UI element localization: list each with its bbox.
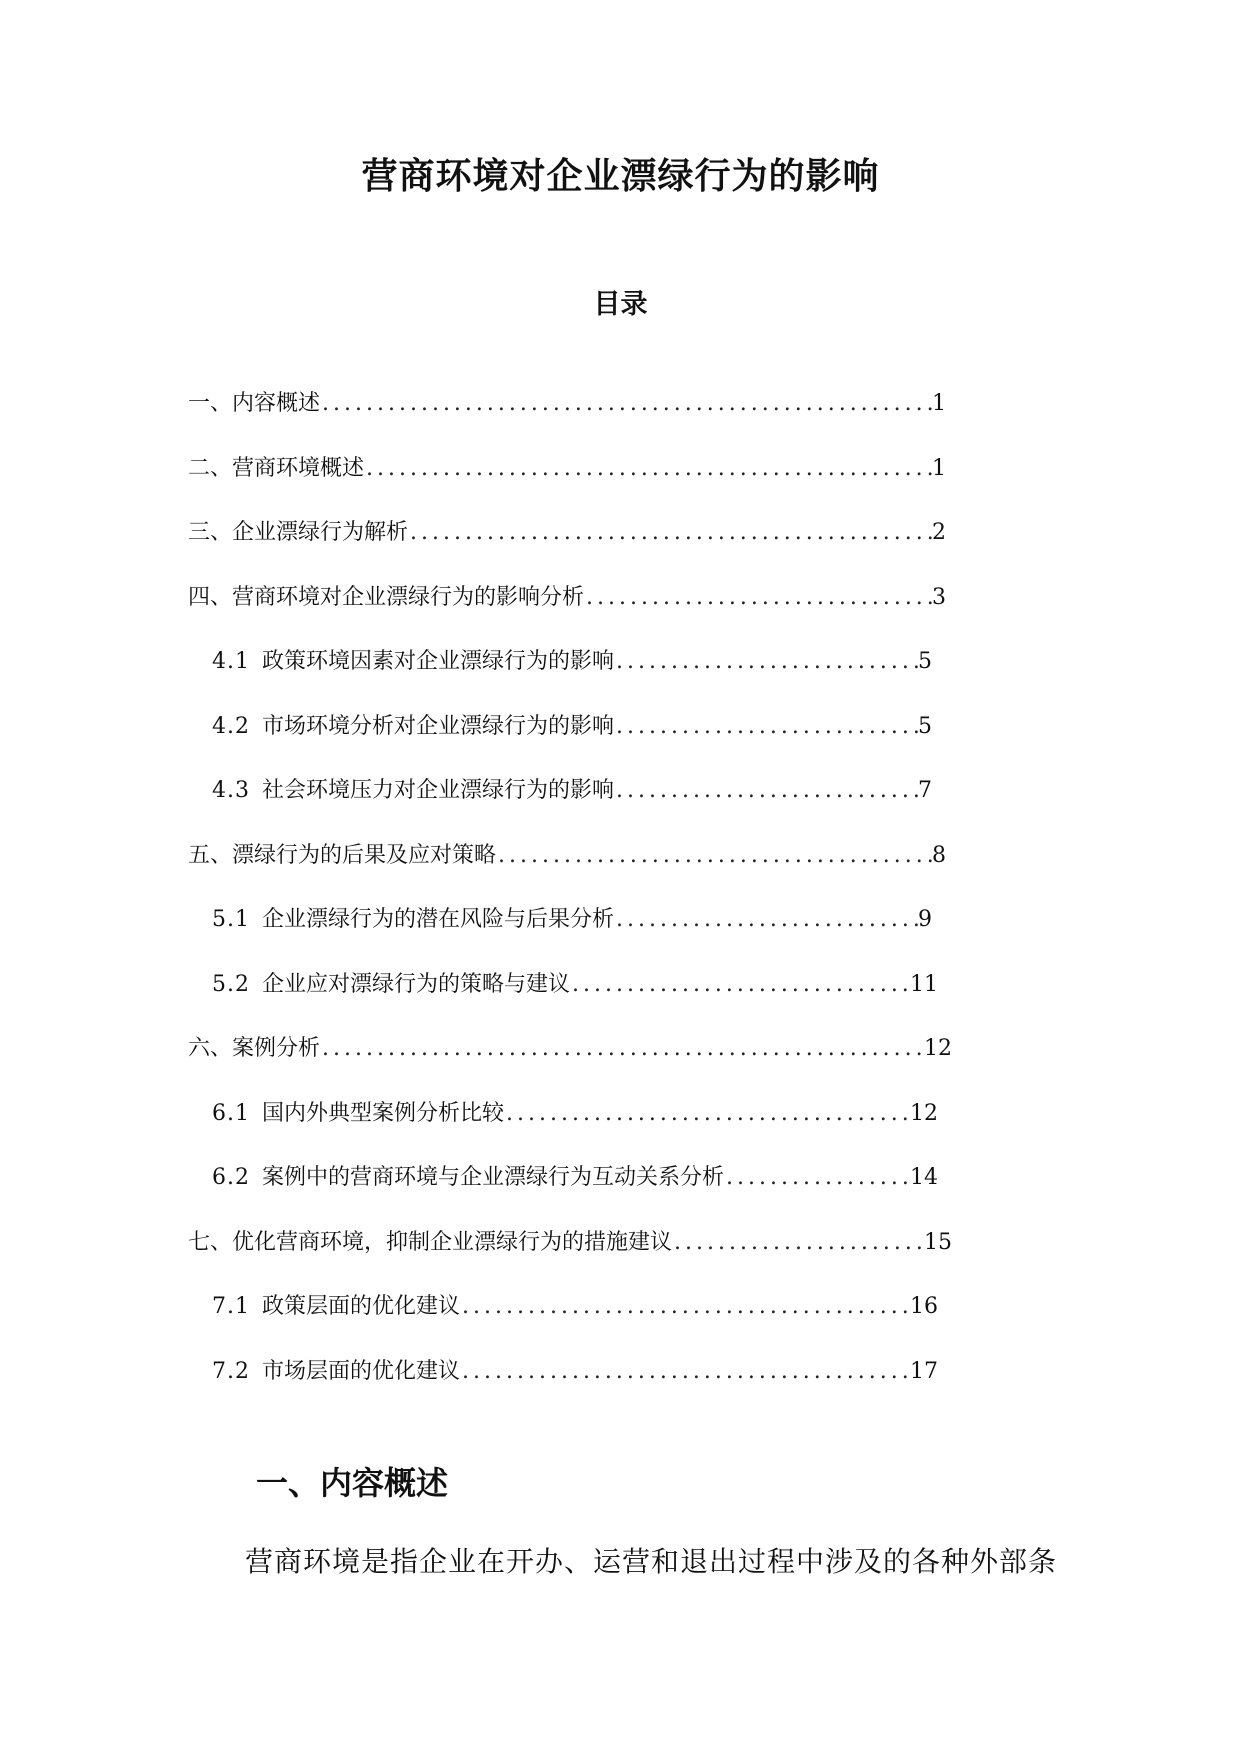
toc-leader-dots (672, 1227, 924, 1259)
body-paragraph: 营商环境是指企业在开办、运营和退出过程中涉及的各种外部条 (245, 1545, 1058, 1578)
toc-entry[interactable] (212, 646, 932, 678)
toc-entry[interactable] (188, 1227, 952, 1259)
toc-leader-dots (320, 1033, 924, 1065)
toc-entry-label: 市场环境分析对企业漂绿行为的影响 (262, 714, 615, 739)
toc-entry-number: 7.1 (212, 1294, 250, 1319)
document-title: 营商环境对企业漂绿行为的影响 (361, 155, 880, 197)
toc-entry-page-number: 7 (918, 778, 932, 803)
toc-entry-page-number: 9 (918, 907, 932, 932)
toc-entry-page-number: 14 (910, 1165, 938, 1190)
toc-leader-dots (584, 582, 932, 614)
toc-entry-page-number: 5 (918, 714, 932, 739)
toc-leader-dots (614, 711, 918, 743)
toc-entry[interactable] (188, 517, 946, 549)
toc-entry-page-number: 17 (910, 1359, 938, 1384)
toc-entry-label: 社会环境压力对企业漂绿行为的影响 (262, 778, 615, 803)
toc-entry-number: 4.3 (212, 778, 250, 803)
toc-entry[interactable] (212, 711, 932, 743)
toc-entry-number: 5.1 (212, 907, 250, 932)
toc-entry[interactable] (188, 582, 946, 614)
toc-entry-label: 案例中的营商环境与企业漂绿行为互动关系分析 (262, 1165, 725, 1190)
toc-entry-label: 二、营商环境概述 (188, 456, 365, 481)
toc-entry-page-number: 16 (910, 1294, 938, 1319)
toc-entry[interactable] (188, 388, 946, 420)
toc-entry-page-number: 2 (932, 520, 946, 545)
toc-entry-label: 国内外典型案例分析比较 (262, 1101, 505, 1126)
toc-entry[interactable] (188, 840, 946, 872)
toc-entry-page-number: 1 (932, 391, 946, 416)
toc-entry-number: 6.2 (212, 1165, 250, 1190)
toc-entry[interactable] (212, 1162, 938, 1194)
toc-entry-label: 企业漂绿行为的潜在风险与后果分析 (262, 907, 615, 932)
toc-leader-dots (504, 1098, 910, 1130)
toc-leader-dots (364, 453, 932, 485)
toc-leader-dots (614, 904, 918, 936)
toc-entry[interactable] (212, 969, 938, 1001)
toc-leader-dots (570, 969, 910, 1001)
toc-entry-page-number: 12 (924, 1036, 952, 1061)
toc-leader-dots (614, 775, 918, 807)
toc-entry-label: 企业应对漂绿行为的策略与建议 (262, 972, 571, 997)
toc-entry-label: 四、营商环境对企业漂绿行为的影响分析 (188, 585, 585, 610)
toc-entry[interactable] (188, 453, 946, 485)
toc-entry[interactable] (212, 1098, 938, 1130)
toc-entry[interactable] (188, 1033, 952, 1065)
toc-entry-number: 5.2 (212, 972, 250, 997)
toc-entry-label: 三、企业漂绿行为解析 (188, 520, 409, 545)
toc-leader-dots (614, 646, 918, 678)
toc-entry[interactable] (212, 904, 932, 936)
toc-entry-label: 一、内容概述 (188, 391, 321, 416)
toc-entry-number: 6.1 (212, 1101, 250, 1126)
toc-leader-dots (460, 1291, 910, 1323)
section-heading: 一、内容概述 (256, 1464, 449, 1502)
toc-entry[interactable] (212, 1291, 938, 1323)
toc-entry-page-number: 11 (910, 972, 938, 997)
toc-heading: 目录 (593, 289, 648, 320)
toc-leader-dots (408, 517, 932, 549)
toc-entry[interactable] (212, 1356, 938, 1388)
toc-leader-dots (320, 388, 932, 420)
toc-entry-page-number: 12 (910, 1101, 938, 1126)
toc-leader-dots (496, 840, 932, 872)
toc-entry-label: 五、漂绿行为的后果及应对策略 (188, 843, 497, 868)
toc-entry-number: 4.2 (212, 714, 250, 739)
toc-leader-dots (460, 1356, 910, 1388)
toc-entry-number: 7.2 (212, 1359, 250, 1384)
toc-entry-label: 市场层面的优化建议 (262, 1359, 461, 1384)
toc-leader-dots (724, 1162, 910, 1194)
toc-entry-page-number: 3 (932, 585, 946, 610)
toc-entry-page-number: 1 (932, 456, 946, 481)
toc-entry-page-number: 8 (932, 843, 946, 868)
toc-entry-label: 六、案例分析 (188, 1036, 321, 1061)
toc-entry-number: 4.1 (212, 649, 250, 674)
toc-entry-page-number: 5 (918, 649, 932, 674)
toc-entry-page-number: 15 (924, 1230, 952, 1255)
toc-entry-label: 政策层面的优化建议 (262, 1294, 461, 1319)
toc-entry-label: 七、优化营商环境，抑制企业漂绿行为的措施建议 (188, 1230, 673, 1255)
toc-entry[interactable] (212, 775, 932, 807)
toc-entry-label: 政策环境因素对企业漂绿行为的影响 (262, 649, 615, 674)
